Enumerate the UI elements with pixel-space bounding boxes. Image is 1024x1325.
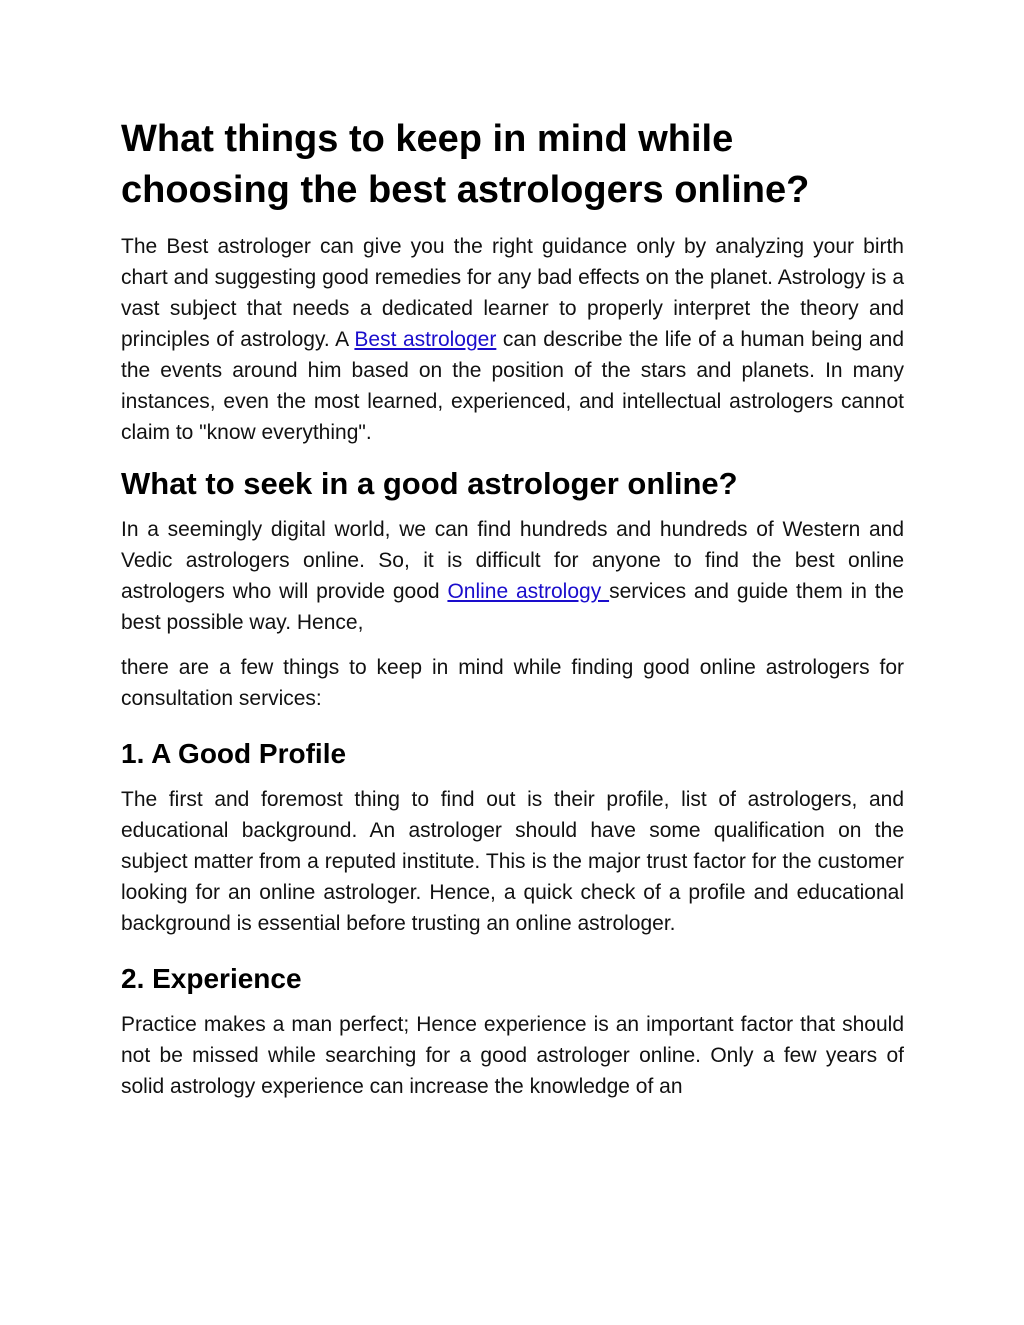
section-text-part1: In a seemingly digital world, we can find hundreds and hundreds of Western and Vedic astrologers online. So, it is difficult for anyone to find the best online astrologers who will provide good — [121, 518, 904, 603]
section-paragraph-2: there are a few things to keep in mind while finding good online astrologers for consultation services: — [121, 656, 904, 710]
section-heading: What to seek in a good astrologer online? — [121, 466, 738, 501]
section-paragraph-1 — [121, 514, 904, 638]
best-astrologer-link[interactable]: Best astrologer — [354, 328, 497, 351]
point-1-text: The first and foremost thing to find out is their profile, list of astrologers, and educational background. An astrologer should have some qualification on the subject matter from a reputed institute. This is the major trust factor for the customer looking for an online astrologer. Hence, a quick check of a profile and educational background is essential before trusting an online astrologer. — [121, 788, 904, 935]
section-text-part2: services and guide them in the best possible way. Hence, — [121, 580, 904, 634]
online-astrology-link[interactable]: Online astrology — [447, 580, 610, 603]
page-title: What things to keep in mind while choosing the best astrologers online? — [121, 118, 810, 211]
point-1-heading: 1. A Good Profile — [121, 738, 347, 769]
intro-paragraph — [121, 231, 904, 448]
document-page — [121, 114, 904, 1116]
intro-text-part2: can describe the life of a human being and the events around him based on the position of the stars and planets. In many instances, even the most learned, experienced, and intellectual astrologers cannot claim to "know everything". — [121, 328, 904, 444]
point-2-text: Practice makes a man perfect; Hence experience is an important factor that should not be missed while searching for a good astrologer online. Only a few years of solid astrology experience can increase the knowledge of an — [121, 1013, 904, 1098]
intro-text-part1: The Best astrologer can give you the right guidance only by analyzing your birth chart and suggesting good remedies for any bad effects on the planet. Astrology is a vast subject that needs a dedicated learner to properly interpret the theory and principles of astrology. A — [121, 235, 904, 351]
point-2-heading: 2. Experience — [121, 963, 302, 994]
